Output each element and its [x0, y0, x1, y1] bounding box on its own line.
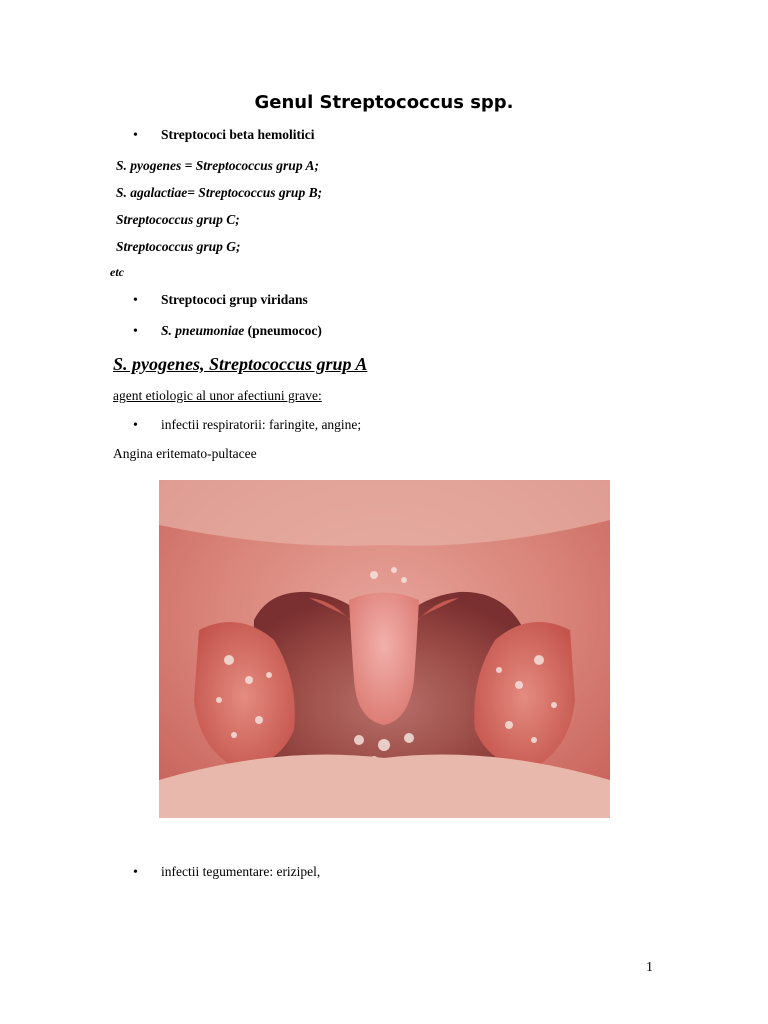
list-item: [133, 864, 320, 881]
list-item: [133, 127, 314, 144]
text-line: Angina eritemato-pultacee: [113, 446, 257, 461]
bullet-text: Streptococi grup viridans: [161, 292, 308, 307]
bullet-icon: •: [133, 128, 138, 143]
bullet-text: (pneumococ): [244, 323, 322, 338]
throat-photo: [159, 480, 610, 818]
bullet-icon: •: [133, 293, 138, 308]
bullet-text-italic: S. pneumoniae: [161, 323, 245, 338]
page-number: 1: [646, 960, 653, 975]
list-item: [133, 323, 322, 340]
bullet-icon: •: [133, 865, 138, 880]
page-title: Genul Streptococcus spp.: [254, 92, 514, 113]
text-line: etc: [110, 265, 124, 279]
text-line: agent etiologic al unor afectiuni grave:: [113, 388, 322, 403]
list-item: [133, 292, 308, 309]
list-item: [133, 417, 361, 434]
bullet-icon: •: [133, 324, 138, 339]
section-heading: S. pyogenes, Streptococcus grup A: [113, 354, 368, 374]
text-line: S. pyogenes = Streptococcus grup A;: [116, 158, 319, 173]
bullet-text: Streptococi beta hemolitici: [161, 127, 315, 142]
text-line: S. agalactiae= Streptococcus grup B;: [116, 185, 323, 200]
bullet-icon: •: [133, 418, 138, 433]
bullet-text: infectii tegumentare: erizipel,: [161, 864, 321, 879]
bullet-text: infectii respiratorii: faringite, angine;: [161, 417, 362, 432]
text-line: Streptococcus grup C;: [116, 212, 240, 227]
text-line: Streptococcus grup G;: [116, 239, 241, 254]
